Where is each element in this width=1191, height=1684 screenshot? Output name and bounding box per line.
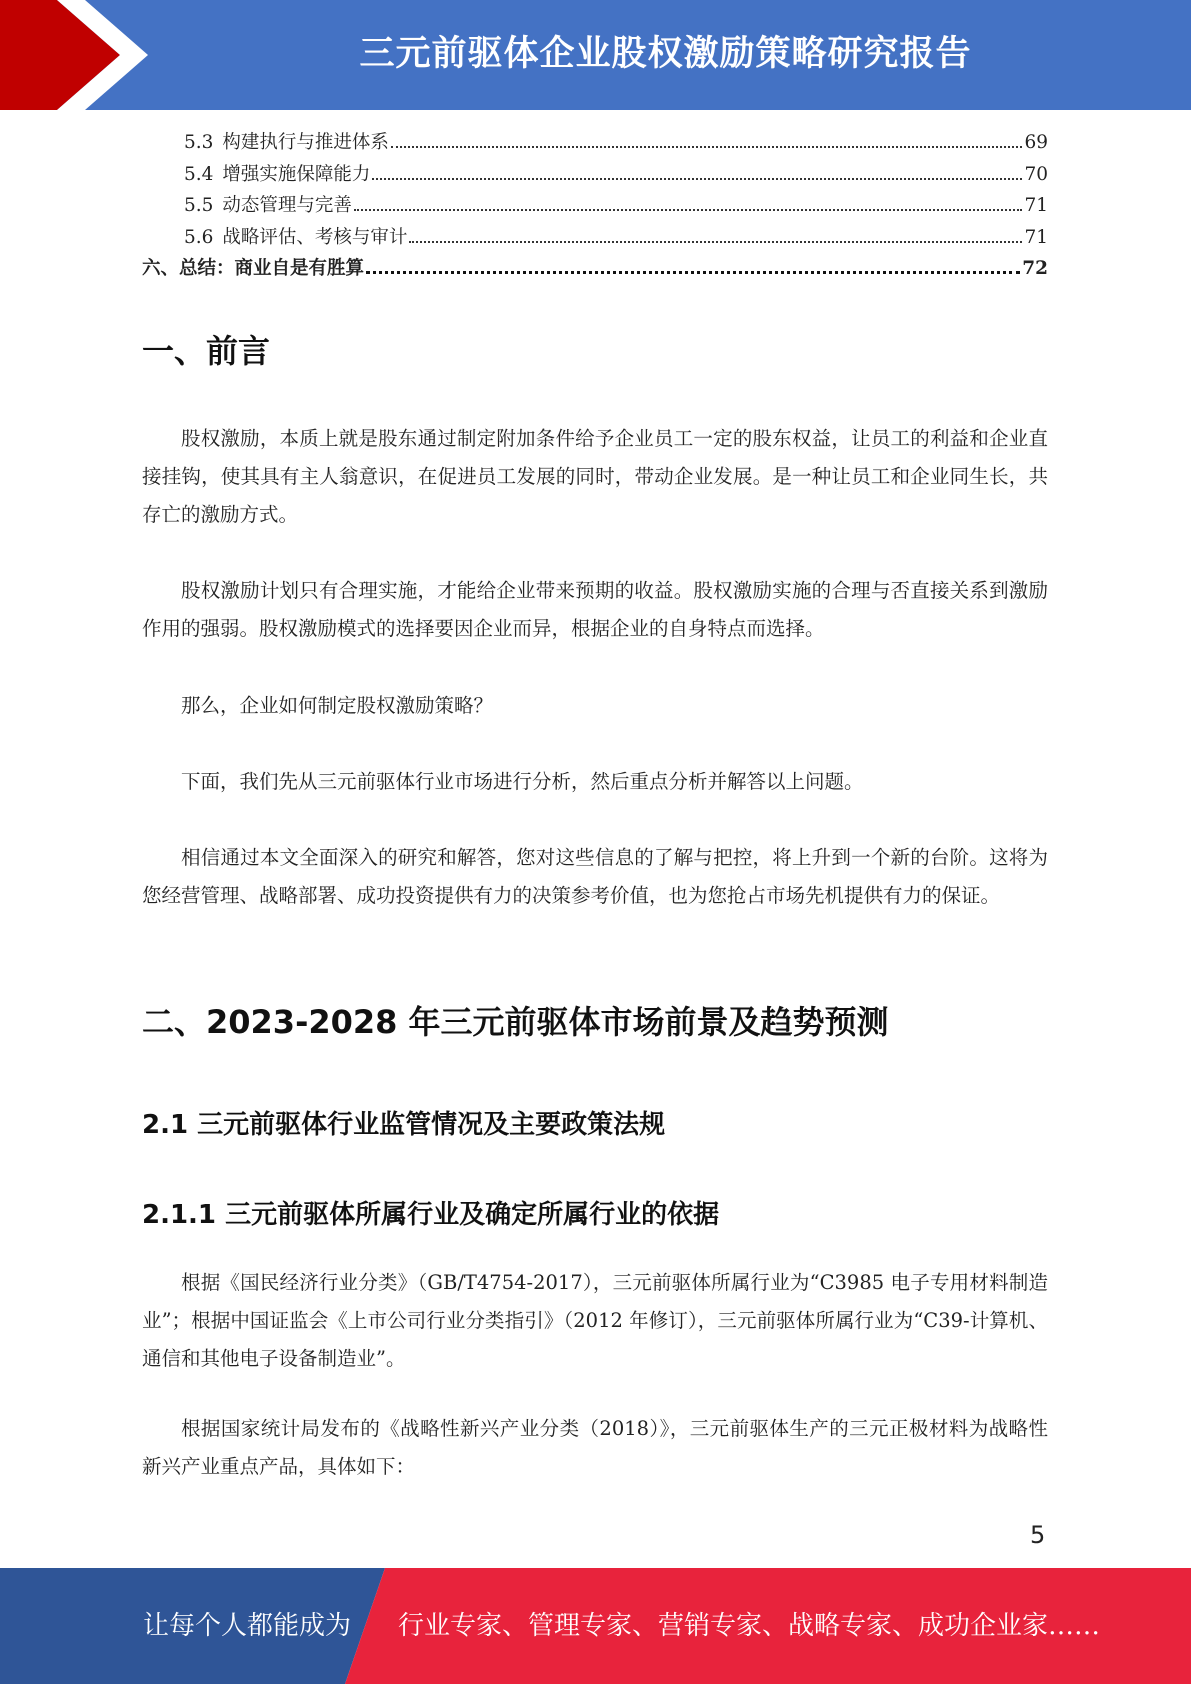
- paragraph: 根据《国民经济行业分类》（GB/T4754-2017），三元前驱体所属行业为“C3985 电子专用材料制造业”；根据中国证监会《上市公司行业分类指引》（2012 年修订），三元前驱体所属行业为“C39-计算机、通信和其他电子设备制造业”。: [142, 1271, 1048, 1370]
- footer-slogan-right: 行业专家、管理专家、营销专家、战略专家、成功企业家……: [398, 1611, 1101, 1641]
- toc-entry-page: 71: [1024, 226, 1048, 248]
- toc-entry-label: 动态管理与完善: [222, 195, 352, 216]
- report-title: 三元前驱体企业股权激励策略研究报告: [359, 34, 972, 74]
- toc-entry-number: 5.3: [184, 132, 214, 153]
- toc-entry-page: 72: [1022, 258, 1048, 279]
- subsection-heading-industry: 2.1.1 三元前驱体所属行业及确定所属行业的依据: [142, 1200, 720, 1230]
- page-header: [0, 0, 1191, 110]
- toc-entry[interactable]: [142, 191, 1048, 223]
- paragraph: 那么，企业如何制定股权激励策略？: [181, 694, 494, 717]
- toc-leader-dots: [391, 146, 1023, 148]
- toc-entry-number: 5.6: [184, 226, 214, 248]
- toc-entry-label: 六、总结：商业自是有胜算: [142, 258, 365, 279]
- paragraph: 股权激励，本质上就是股东通过制定附加条件给予企业员工一定的股东权益，让员工的利益和企业直接挂钩，使其具有主人翁意识，在促进员工发展的同时，带动企业发展。是一种让员工和企业同生长，共存亡的激励方式。: [142, 427, 1048, 526]
- paragraph: 股权激励计划只有合理实施，才能给企业带来预期的收益。股权激励实施的合理与否直接关系到激励作用的强弱。股权激励模式的选择要因企业而异，根据企业的自身特点而选择。: [142, 579, 1048, 640]
- toc-entry-page: 71: [1024, 195, 1048, 216]
- toc-leader-dots: [372, 178, 1022, 180]
- header-arrow-decoration: [0, 0, 160, 110]
- paragraph: 相信通过本文全面深入的研究和解答，您对这些信息的了解与把控，将上升到一个新的台阶。这将为您经营管理、战略部署、成功投资提供有力的决策参考价值，也为您抢占市场先机提供有力的保证。: [142, 846, 1048, 907]
- toc-entry-label: 战略评估、考核与审计: [222, 226, 408, 248]
- footer-slogan-left: 让每个人都能成为: [143, 1611, 352, 1641]
- toc-entry-number: 5.5: [184, 195, 214, 216]
- toc-entry-number: 5.4: [184, 163, 214, 185]
- toc-entry-page: 70: [1024, 163, 1048, 185]
- page-footer: [0, 1568, 1191, 1684]
- table-of-contents: [142, 128, 1048, 286]
- section-heading-preface: 一、前言: [142, 332, 271, 370]
- toc-entry-page: 69: [1024, 132, 1048, 153]
- toc-leader-dots: [354, 209, 1023, 211]
- toc-entry[interactable]: [142, 160, 1048, 192]
- toc-entry[interactable]: [142, 254, 1048, 286]
- toc-entry-label: 增强实施保障能力: [222, 163, 371, 185]
- page-number: 5: [1030, 1521, 1046, 1549]
- paragraph: 下面，我们先从三元前驱体行业市场进行分析，然后重点分析并解答以上问题。: [181, 770, 864, 793]
- toc-entry-label: 构建执行与推进体系: [222, 132, 389, 153]
- subsection-heading-regulation: 2.1 三元前驱体行业监管情况及主要政策法规: [142, 1110, 666, 1140]
- toc-entry[interactable]: [142, 128, 1048, 160]
- toc-entry[interactable]: [142, 223, 1048, 255]
- section-heading-forecast: 二、2023-2028 年三元前驱体市场前景及趋势预测: [142, 1003, 889, 1041]
- toc-leader-dots: [409, 241, 1022, 243]
- toc-leader-dots: [366, 271, 1020, 274]
- paragraph: 根据国家统计局发布的《战略性新兴产业分类（2018）》，三元前驱体生产的三元正极材料为战略性新兴产业重点产品，具体如下：: [142, 1417, 1048, 1478]
